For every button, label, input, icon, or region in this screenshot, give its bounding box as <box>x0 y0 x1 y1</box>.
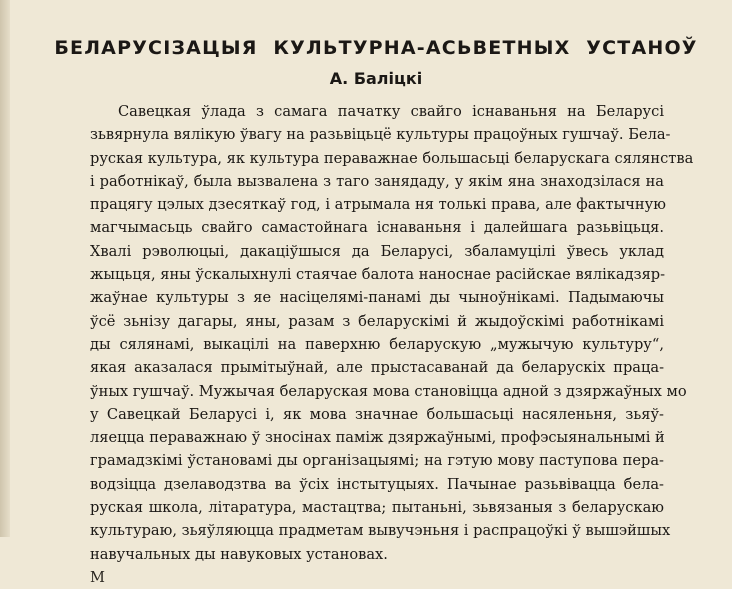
body-line: ўсё зьнізу дагары, яны, разам з беларускімі й жыдоўскімі работнікамі <box>90 312 664 330</box>
body-line: і работнікаў, была вызвалена з таго занядаду, у якім яна знаходзілася на <box>90 172 664 190</box>
body-line: навучальных ды навуковых установах. <box>90 545 388 563</box>
body-line: грамадзкімі ўстановамі ды організацыямі; на гэтую мову паступова пера- <box>90 452 664 470</box>
body-line: культураю, зьяўляюцца прадметам вывучэньня і распрацоўкі ў вышэйшых <box>90 522 671 540</box>
body-line: Хвалі рэволюцыі, дакаціўшыся да Беларусі, збаламуцілі ўвесь уклад <box>90 242 664 260</box>
body-line: у Савецкай Беларусі і, як мова значнае большасьці насяленьня, зьяў- <box>90 405 664 423</box>
body-line-cut-off: М <box>90 568 105 586</box>
body-line: жаўнае культуры з яе насіцелямі-панамі ды чыноўнікамі. Падымаючы <box>90 289 664 307</box>
body-line: ляецца пераважнаю ў зносінах паміж дзяржаўнымі, профэсыянальнымі й <box>90 429 665 447</box>
body-line: працягу цэлых дзесяткаў год, і атрымала ня толькі права, але фактычную <box>90 196 666 214</box>
body-line: Савецкая ўлада з самага пачатку свайго існаваньня на Беларусі <box>118 103 664 120</box>
body-line: жыцьця, яны ўскалыхнулі стаячае балота наноснае расійскае вялікадзяр- <box>90 266 666 284</box>
body-line: руская культура, як культура пераважнае большасьці беларускага сялянства <box>90 149 694 167</box>
article-title: БЕЛАРУСІЗАЦЫЯ КУЛЬТУРНА-АСЬВЕТНЫХ УСТАНОЎ <box>54 37 698 59</box>
article-body <box>90 100 694 589</box>
body-line: зьвярнула вялікую ўвагу на разьвіцьцё культуры працоўных гушчаў. Бела- <box>90 126 671 144</box>
body-line: водзіцца дзелаводзтва ва ўсіх інстытуцыях. Пачынае разьвівацца бела- <box>90 475 664 493</box>
body-line: якая аказалася прымітыўнай, але прыстасаванай да беларускіх праца- <box>90 359 664 377</box>
body-line: магчымасьць свайго самастойнага існаваньня і далейшага разьвіцьця. <box>90 219 664 237</box>
article-author: А. Баліцкі <box>329 69 423 88</box>
body-line: руская школа, літаратура, мастацтва; пытаньні, зьвязаныя з беларускаю <box>90 499 664 517</box>
body-line: ўных гушчаў. Мужычая беларуская мова становіцца адной з дзяржаўных мо <box>90 382 687 400</box>
body-line: ды сялянамі, выкацілі на паверхню беларускую „мужычую культуру“, <box>90 335 664 353</box>
